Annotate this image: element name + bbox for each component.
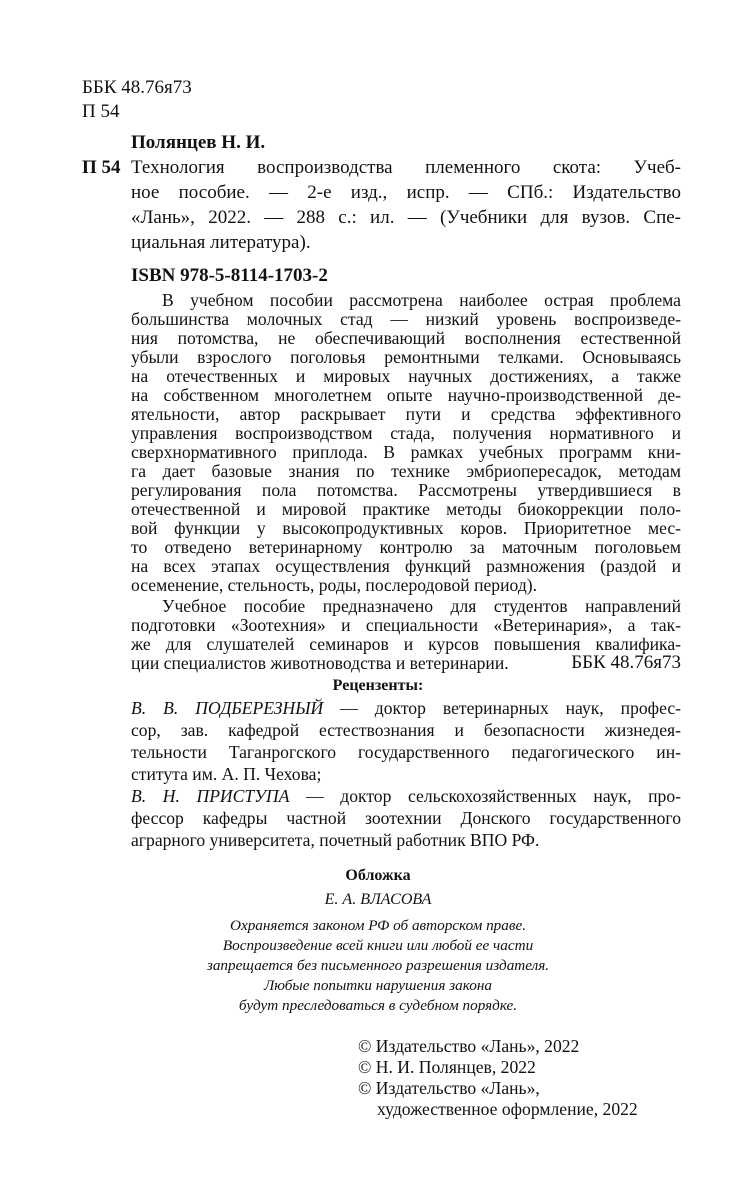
copyright-line: © Н. И. Полянцев, 2022 [358,1057,536,1077]
abstract-line: осеменение, стельность, роды, послеродовой период). [131,575,538,595]
reviewer1-text: В. В. ПОДБЕРЕЗНЫЙ — доктор ветеринарных наук, профес- [131,698,681,718]
copyright-line: художественное оформление, 2022 [377,1099,638,1119]
author-code-top: П 54 [82,101,120,122]
abstract-line: вой функции у высокопродуктивных коров. Приоритетное мес- [131,518,681,538]
isbn: ISBN 978-5-8114-1703-2 [131,265,328,286]
abstract-line: то отведено ветеринарному контролю за маточным поголовьем [131,537,681,557]
bbk-code-bottom: ББК 48.76я73 [571,652,681,673]
abstract-line: управления воспроизводством стада, получения нормативного и [131,423,681,443]
abstract-line: отечественной и мировой практике методы биокоррекции поло- [131,499,681,519]
reviewer-line: тельности Таганрогского государственного педагогического ин- [131,742,681,762]
copyright-line: © Издательство «Лань», 2022 [358,1036,580,1056]
record-code: П 54 [82,157,121,178]
cover-heading: Обложка [345,867,411,884]
description-line: ное пособие. — 2-е изд., испр. — СПб.: Издательство [131,182,681,203]
copyright-line: © Издательство «Лань», [358,1078,540,1098]
abstract-line: ятельности, автор раскрывает пути и средства эффективного [131,404,681,424]
author-name: Полянцев Н. И. [131,132,266,153]
reviewer-line: аграрного университета, почетный работник ВПО РФ. [131,830,540,850]
reviewer-line [131,697,681,719]
abstract-line: сверхнормативного приплода. В рамках учебных программ кни- [131,442,681,462]
description-line: «Лань», 2022. — 288 с.: ил. — (Учебники для вузов. Спе- [131,207,681,228]
abstract-line: большинства молочных стад — низкий уровень воспроизведе- [131,309,681,329]
reviewer-line: фессор кафедры частной зоотехнии Донского государственного [131,808,681,828]
abstract-line: на отечественных и мировых научных достижениях, а также [131,366,681,386]
reviewer-line: сор, зав. кафедрой естествознания и безопасности жизнедея- [131,720,681,740]
reviewers-heading: Рецензенты: [332,677,424,694]
abstract-line: подготовки «Зоотехния» и специальности «Ветеринария», а так- [131,615,681,635]
reviewer-line: ститута им. А. П. Чехова; [131,764,322,784]
legal-notice-line: Любые попытки нарушения закона [263,977,492,994]
abstract-line: на всех этапах осуществления функций размножения (раздой и [131,556,681,576]
abstract-line: регулирования пола потомства. Рассмотрены утвердившиеся в [131,480,681,500]
abstract-line: Учебное пособие предназначено для студентов направлений [162,596,681,616]
legal-notice-line: Охраняется законом РФ об авторском праве. [229,917,526,934]
legal-notice-line: будут преследоваться в судебном порядке. [238,997,518,1014]
bbk-code-top: ББК 48.76я73 [82,77,192,98]
abstract-line: убыли взрослого поголовья ремонтными телками. Основываясь [131,347,681,367]
abstract-line: на собственном многолетнем опыте научно-производственной де- [131,385,681,405]
abstract-line: ции специалистов животноводства и ветеринарии. [131,653,509,673]
abstract-line: В учебном пособии рассмотрена наиболее острая проблема [162,290,681,310]
cover-designer: Е. А. ВЛАСОВА [324,891,432,908]
abstract-line: же для слушателей семинаров и курсов повышения квалифика- [131,634,681,654]
legal-notice-line: запрещается без письменного разрешения издателя. [206,957,550,974]
abstract-line: га дает базовые знания по технике эмбриопересадок, методам [131,461,681,481]
legal-notice-line: Воспроизведение всей книги или любой ее части [222,937,534,954]
description-line: Технология воспроизводства племенного скота: Учеб- [131,157,681,178]
reviewer-line: В. Н. ПРИСТУПА — доктор сельскохозяйственных наук, про- [131,786,681,806]
description-line: циальная литература). [131,232,311,253]
abstract-line: ния потомства, не обеспечивающий восполнения естественной [131,328,681,348]
